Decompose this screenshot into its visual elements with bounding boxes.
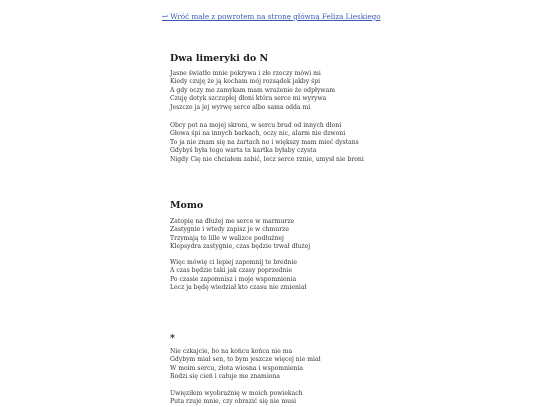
poem-line: Zatopię na dłużej me serce w marmurze (170, 218, 295, 225)
poem-line: Głowa śpi na innych barkach, oczy nic, alarm nie dzwoni (170, 130, 346, 138)
poem-line: Rodzi się cień i całuje me znamiona (170, 373, 281, 381)
poem-line: Trzymają te lille w walizce podłużnej (170, 234, 284, 242)
back-to-homepage-link[interactable]: ↩ Wróć małe z powrotem na stronę główną Feliza Lieskiego (162, 12, 381, 21)
poem-title: * (170, 333, 175, 344)
poem-line: Zastygnie i wtedy zapisz je w chmurze (170, 226, 289, 234)
poem-stanza (170, 70, 335, 112)
poem-stanza (170, 390, 303, 407)
poem-title: Momo (170, 200, 204, 211)
poem-line: A gdy oczy me zamykam mam wrażenie że odpływam (170, 86, 336, 94)
poem-stanza (170, 348, 321, 382)
poem-title: Dwa limeryki do N (170, 53, 269, 64)
poem-line: W moim sercu, złota wiosna i wspomnienia (170, 364, 304, 372)
poem-line: Gdybym miał sen, to bym jeszcze więcej nie miał (170, 356, 321, 364)
poem-line: Kiedy czuję że ją kocham mój rozsądek jakby śpi (170, 78, 321, 86)
poem-line: Czuję dotyk szczupłej dłoni która serce mi wyrywa (170, 95, 327, 103)
poem-line: Uwięziłem wyobraźnię w moich powiekach (170, 390, 303, 397)
poem-stanza (170, 259, 306, 293)
poem-stanza (170, 218, 310, 252)
poem-line: Nigdy Cię nie chciałem zabić, lecz serce rznie, umysł nie broni (170, 155, 364, 163)
poem-line: Obcy pot na mojej skroni, w sercu brud od innych dłoni (170, 122, 342, 129)
poem-line: Lecz ja będę wiedział kto czasu nie zmieniał (170, 284, 307, 292)
poem-line: Więc mówię ci lepiej zapomnij te brednie (170, 259, 298, 266)
poem-line: Jasne światło mnie pokrywa i złe rzeczy mówi mi (170, 70, 321, 77)
poem-line: Puta rzuje mnie, czy obrazić się nie musi (170, 398, 297, 406)
poem-line: Jeszcze ja jej wyrwę serce albo sama odda mi (170, 103, 311, 111)
poem-line: Nie czkajcie, bo na końcu końca nie ma (170, 348, 293, 355)
poem-line: Po czasie zapomnisz i moje wspomnienia (170, 275, 297, 283)
poem-line: To ja nie znam się na żartach no i większy mam mieć dystans (170, 138, 359, 146)
poem-line: A czas będzie taki jak czasy poprzednie (170, 267, 292, 275)
poem-stanza (170, 122, 364, 164)
poem-line: Klepsydra zastygnie, czas będzie trwał dłużej (170, 243, 311, 251)
poem-line: Gdybyś była tego warta ta kartka byłaby czysta (170, 147, 317, 155)
